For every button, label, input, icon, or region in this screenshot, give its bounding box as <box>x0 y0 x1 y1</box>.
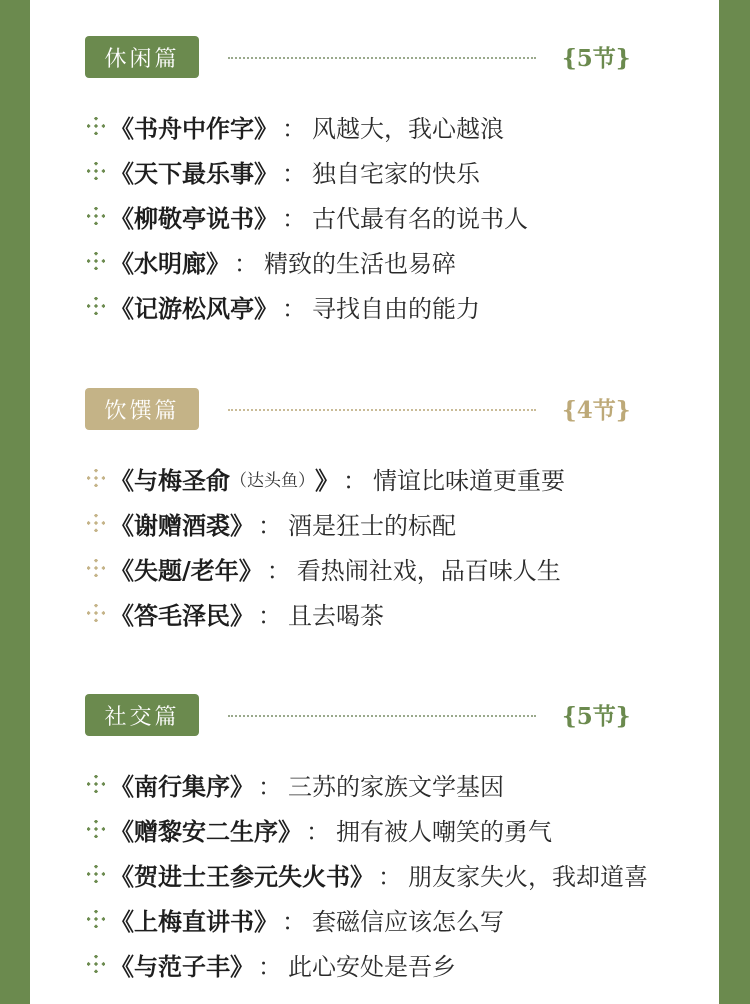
item-description: 独自宅家的快乐 <box>312 159 480 188</box>
diamond-bullet-icon <box>85 953 107 975</box>
diamond-bullet-icon <box>85 115 107 137</box>
diamond-bullet-icon <box>85 250 107 272</box>
list-item[interactable] <box>85 196 705 236</box>
item-title: 《与梅圣俞 <box>110 465 230 495</box>
item-description: 套磁信应该怎么写 <box>312 907 504 936</box>
item-separator: ： <box>282 294 306 323</box>
item-title: 《与范子丰》 <box>110 951 254 981</box>
diamond-bullet-icon <box>85 908 107 930</box>
item-description: 三苏的家族文学基因 <box>288 772 504 801</box>
diamond-bullet-icon <box>85 512 107 534</box>
item-separator: ： <box>378 862 402 891</box>
diamond-bullet-icon <box>85 602 107 624</box>
section-leisure <box>30 36 719 82</box>
list-item[interactable] <box>85 944 705 984</box>
item-title: 《上梅直讲书》 <box>110 906 278 936</box>
list-item[interactable] <box>85 241 705 281</box>
content-page <box>30 0 719 1004</box>
section-header <box>30 388 719 434</box>
item-separator: ： <box>234 249 258 278</box>
item-title: 《水明廊》 <box>110 248 230 278</box>
section-header <box>30 36 719 82</box>
item-description: 酒是狂士的标配 <box>288 511 456 540</box>
item-title-annotation: （达头鱼） <box>230 470 315 491</box>
list-item[interactable] <box>85 458 705 498</box>
item-separator: ： <box>343 466 367 495</box>
item-separator: ： <box>258 952 282 981</box>
item-separator: ： <box>282 907 306 936</box>
section-food <box>30 388 719 434</box>
item-title: 《答毛泽民》 <box>110 600 254 630</box>
list-item[interactable] <box>85 548 705 588</box>
list-item[interactable] <box>85 764 705 804</box>
item-separator: ： <box>282 204 306 233</box>
diamond-bullet-icon <box>85 160 107 182</box>
section-count: {5节} <box>562 45 631 72</box>
dotted-divider <box>228 409 536 411</box>
item-description: 看热闹社戏，品百味人生 <box>296 556 561 585</box>
item-description: 拥有被人嘲笑的勇气 <box>336 817 552 846</box>
item-title: 《书舟中作字》 <box>110 113 278 143</box>
list-item[interactable] <box>85 899 705 939</box>
item-title: 《南行集序》 <box>110 771 254 801</box>
diamond-bullet-icon <box>85 863 107 885</box>
item-title-close: 》 <box>315 465 339 495</box>
item-description: 古代最有名的说书人 <box>312 204 528 233</box>
section-header <box>30 694 719 740</box>
section-badge: 休闲篇 <box>85 36 199 78</box>
section-badge: 社交篇 <box>85 694 199 736</box>
item-separator: ： <box>282 114 306 143</box>
item-description: 情谊比味道更重要 <box>373 466 565 495</box>
diamond-bullet-icon <box>85 295 107 317</box>
section-social <box>30 694 719 740</box>
item-description: 风越大，我心越浪 <box>312 114 504 143</box>
list-item[interactable] <box>85 151 705 191</box>
item-description: 精致的生活也易碎 <box>264 249 456 278</box>
item-separator: ： <box>306 817 330 846</box>
item-description: 朋友家失火，我却道喜 <box>408 862 648 891</box>
item-separator: ： <box>258 772 282 801</box>
list-item[interactable] <box>85 593 705 633</box>
list-item[interactable] <box>85 503 705 543</box>
item-title: 《贺进士王参元失火书》 <box>110 861 374 891</box>
item-title: 《天下最乐事》 <box>110 158 278 188</box>
diamond-bullet-icon <box>85 205 107 227</box>
item-description: 此心安处是吾乡 <box>288 952 456 981</box>
item-separator: ： <box>258 601 282 630</box>
item-description: 且去喝茶 <box>288 601 384 630</box>
list-item[interactable] <box>85 286 705 326</box>
section-count: {5节} <box>562 703 631 730</box>
section-badge: 饮馔篇 <box>85 388 199 430</box>
item-description: 寻找自由的能力 <box>312 294 480 323</box>
item-title: 《柳敬亭说书》 <box>110 203 278 233</box>
dotted-divider <box>228 715 536 717</box>
section-count: {4节} <box>562 397 631 424</box>
diamond-bullet-icon <box>85 818 107 840</box>
item-separator: ： <box>282 159 306 188</box>
dotted-divider <box>228 57 536 59</box>
list-item[interactable] <box>85 106 705 146</box>
diamond-bullet-icon <box>85 557 107 579</box>
item-title: 《记游松风亭》 <box>110 293 278 323</box>
list-item[interactable] <box>85 809 705 849</box>
item-title: 《谢赠酒裘》 <box>110 510 254 540</box>
list-item[interactable] <box>85 854 705 894</box>
diamond-bullet-icon <box>85 467 107 489</box>
item-separator: ： <box>258 511 282 540</box>
item-separator: ： <box>266 556 291 585</box>
item-title: 《赠黎安二生序》 <box>110 816 302 846</box>
item-title: 《失题/老年》 <box>110 555 263 585</box>
diamond-bullet-icon <box>85 773 107 795</box>
